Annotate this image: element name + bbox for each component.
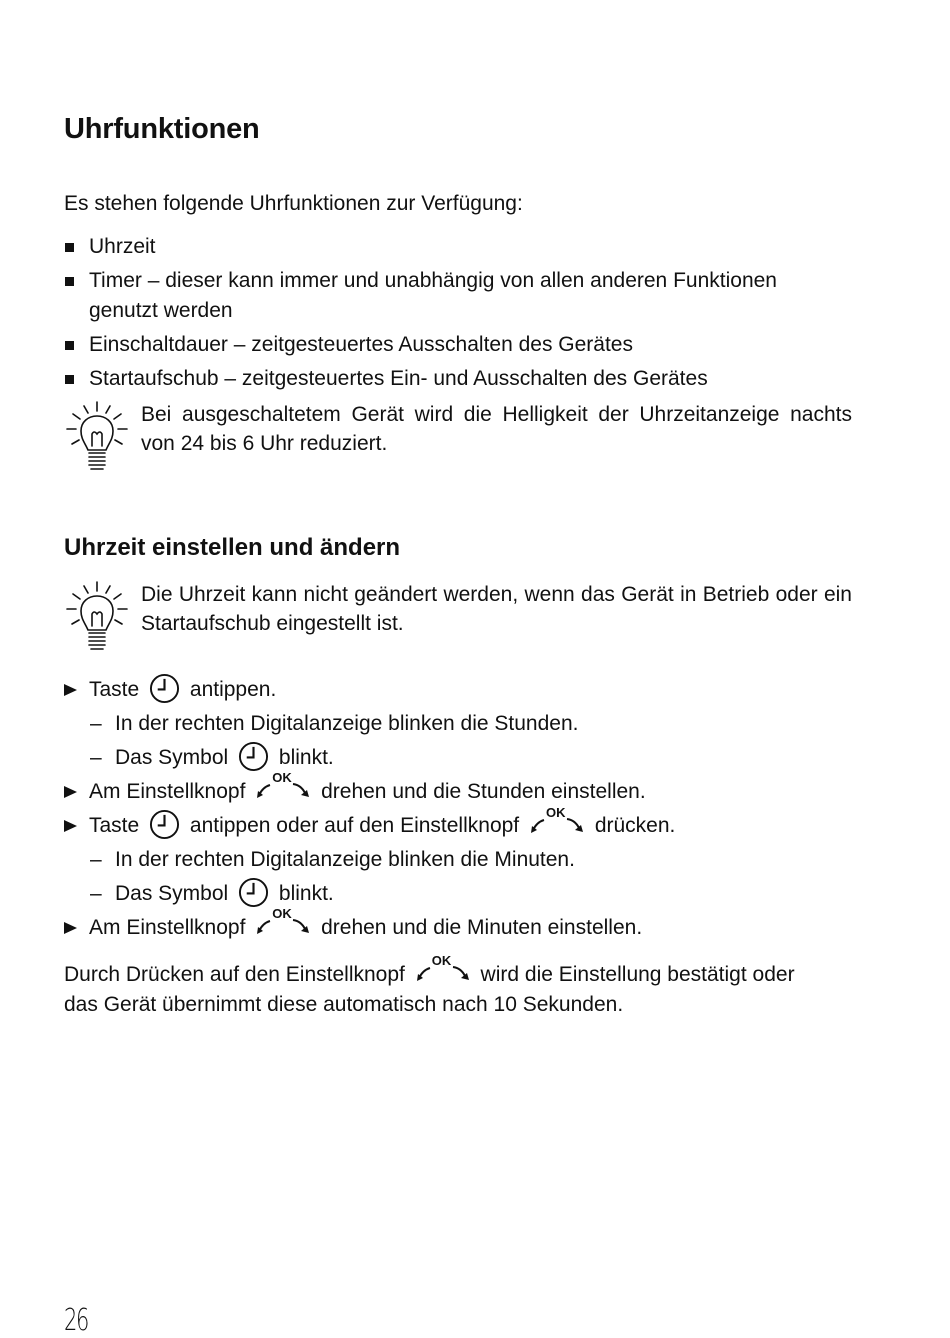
bullet-square-icon bbox=[65, 277, 74, 286]
triangle-bullet-icon bbox=[64, 922, 77, 934]
tip-note bbox=[64, 400, 854, 480]
lightbulb-icon bbox=[64, 580, 130, 654]
lightbulb-icon bbox=[64, 400, 130, 474]
list-item: Startaufschub – zeitgesteuertes Ein- und Ausschalten des Gerätes bbox=[64, 364, 854, 394]
ok-knob-icon: OK bbox=[415, 959, 471, 983]
step-item: Am Einstellknopf OK drehen und die Minuten einstellen. bbox=[64, 913, 642, 943]
bullet-square-icon bbox=[65, 375, 74, 384]
outro-text-line2: das Gerät übernimmt diese automatisch nach 10 Sekunden. bbox=[64, 993, 624, 1016]
sub-item: – In der rechten Digitalanzeige blinken die Minuten. bbox=[90, 848, 575, 871]
bullet-square-icon bbox=[65, 243, 74, 252]
clock-icon bbox=[149, 809, 180, 840]
step-item: Am Einstellknopf OK drehen und die Stunden einstellen. bbox=[64, 777, 646, 807]
outro-text: Durch Drücken auf den Einstellknopf OK wird die Einstellung bestätigt oder bbox=[64, 953, 795, 986]
tip-text: Die Uhrzeit kann nicht geändert werden, wenn das Gerät in Betrieb oder ein Startaufschub eingestellt ist. bbox=[141, 583, 852, 635]
list-item: Uhrzeit bbox=[64, 232, 854, 262]
ok-knob-icon: OK bbox=[529, 811, 585, 835]
clock-icon bbox=[238, 741, 269, 772]
bullet-square-icon bbox=[65, 341, 74, 350]
step-item: Taste antippen oder auf den Einstellknopf OK drücken. bbox=[64, 811, 675, 842]
list-item: Timer – dieser kann immer und unabhängig von allen anderen Funktionen genutzt werden bbox=[64, 266, 854, 326]
section-title: Uhrfunktionen bbox=[64, 113, 260, 145]
triangle-bullet-icon bbox=[64, 786, 77, 798]
triangle-bullet-icon bbox=[64, 684, 77, 696]
page-number: 26 bbox=[64, 1303, 88, 1338]
sub-item: – Das Symbol blinkt. bbox=[90, 743, 334, 774]
sub-item: – Das Symbol blinkt. bbox=[90, 879, 334, 910]
ok-knob-icon: OK bbox=[255, 776, 311, 800]
tip-note bbox=[64, 580, 854, 660]
sub-item: – In der rechten Digitalanzeige blinken die Stunden. bbox=[90, 712, 579, 735]
step-item: Taste antippen. bbox=[64, 675, 276, 706]
clock-icon bbox=[238, 877, 269, 908]
intro-text: Es stehen folgende Uhrfunktionen zur Verfügung: bbox=[64, 192, 523, 215]
list-item: Einschaltdauer – zeitgesteuertes Ausschalten des Gerätes bbox=[64, 330, 854, 360]
clock-icon bbox=[149, 673, 180, 704]
triangle-bullet-icon bbox=[64, 820, 77, 832]
subsection-title: Uhrzeit einstellen und ändern bbox=[64, 534, 401, 561]
tip-text: Bei ausgeschaltetem Gerät wird die Helligkeit der Uhrzeitanzeige nachts von 24 bis 6 Uhr reduziert. bbox=[141, 403, 852, 455]
ok-knob-icon: OK bbox=[255, 912, 311, 936]
